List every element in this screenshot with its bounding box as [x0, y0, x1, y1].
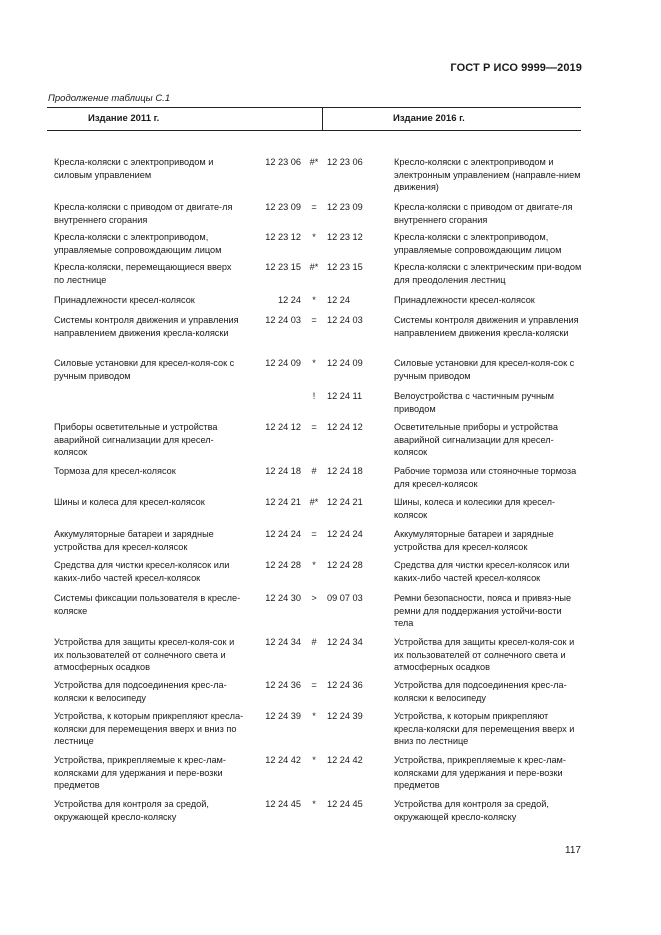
code-2016: 12 24 39: [327, 711, 363, 721]
code-2016: 12 24 21: [327, 497, 363, 507]
change-symbol: #*: [309, 262, 319, 272]
name-2016: Осветительные приборы и устройства аварийной сигнализации для кресел-колясок: [394, 422, 558, 457]
change-symbol: *: [312, 711, 316, 721]
code-2016: 12 23 09: [327, 202, 363, 212]
code-2011: 12 24 36: [265, 680, 301, 690]
name-2011: Устройства для защиты кресел-коля-сок и их пользователей от солнечного света и атмосферных осадков: [54, 637, 235, 672]
name-2016: Кресло-коляски с электроприводом и электронным управлением (направле-нием движения): [394, 157, 581, 192]
name-2016: Принадлежности кресел-колясок: [394, 295, 535, 305]
code-2016: 12 24 12: [327, 422, 363, 432]
change-symbol: =: [311, 315, 317, 325]
code-2011: 12 24 24: [265, 529, 301, 539]
change-symbol: !: [312, 391, 316, 401]
code-2016: 12 24 45: [327, 799, 363, 809]
name-2011: Средства для чистки кресел-колясок или каких-либо частей кресел-колясок: [54, 560, 230, 583]
name-2016: Устройства для контроля за средой, окружающей кресло-коляску: [394, 799, 549, 822]
code-2011: 12 24 28: [265, 560, 301, 570]
code-2016: 12 24 42: [327, 755, 363, 765]
name-2016: Аккумуляторные батареи и зарядные устройства для кресел-колясок: [394, 529, 554, 552]
change-symbol: #: [311, 466, 317, 476]
name-2016: Устройства, к которым прикрепляют кресла-коляски для перемещения вверх и вниз по лестнице: [394, 711, 575, 746]
change-symbol: >: [311, 593, 317, 603]
code-2016: 12 24 36: [327, 680, 363, 690]
table-header: [47, 107, 581, 131]
code-2011: 12 24 18: [265, 466, 301, 476]
name-2016: Рабочие тормоза или стояночные тормоза для кресел-колясок: [394, 466, 577, 489]
code-2011: 12 23 06: [265, 157, 301, 167]
name-2011: Тормоза для кресел-колясок: [54, 466, 176, 476]
change-symbol: *: [312, 295, 316, 305]
name-2011: Устройства, прикрепляемые к крес-лам-колясками для удержания и пере-возки предметов: [54, 755, 226, 790]
name-2016: Кресла-коляски с электрическим при-водом для преодоления лестниц: [394, 262, 582, 285]
code-2016: 12 24 18: [327, 466, 363, 476]
change-symbol: *: [312, 560, 316, 570]
code-2016: 12 24 34: [327, 637, 363, 647]
code-2011: 12 24 45: [265, 799, 301, 809]
change-symbol: #*: [309, 497, 319, 507]
code-2016: 12 24 28: [327, 560, 363, 570]
code-2016: 12 23 06: [327, 157, 363, 167]
code-2016: 12 23 15: [327, 262, 363, 272]
code-2016: 09 07 03: [327, 593, 363, 603]
change-symbol: #*: [309, 157, 319, 167]
code-2011: 12 24 39: [265, 711, 301, 721]
name-2016: Устройства для подсоединения крес-ла-коляски к велосипеду: [394, 680, 567, 703]
code-2011: 12 24 34: [265, 637, 301, 647]
change-symbol: *: [312, 358, 316, 368]
name-2016: Силовые установки для кресел-коля-сок с ручным приводом: [394, 358, 575, 381]
name-2011: Кресла-коляски с приводом от двигате-ля внутреннего сгорания: [54, 202, 233, 225]
name-2016: Устройства, прикрепляемые к крес-лам-колясками для удержания и пере-возки предметов: [394, 755, 566, 790]
table-caption: Продолжение таблицы С.1: [48, 93, 171, 104]
correspondence-table: [47, 107, 582, 822]
name-2011: Устройства для контроля за средой, окружающей кресло-коляску: [54, 799, 209, 822]
name-2011: Устройства для подсоединения крес-ла-коляски к велосипеду: [54, 680, 227, 703]
name-2016: Устройства для защиты кресел-коля-сок и их пользователей от солнечного света и атмосферных осадков: [394, 637, 575, 672]
name-2011: Кресла-коляски, перемещающиеся вверх по лестнице: [54, 262, 232, 285]
change-symbol: =: [311, 529, 317, 539]
code-2011: 12 24 42: [265, 755, 301, 765]
name-2011: Системы контроля движения и управления направлением движения кресла-коляски: [54, 315, 239, 338]
name-2016: Средства для чистки кресел-колясок или каких-либо частей кресел-колясок: [394, 560, 570, 583]
code-2011: 12 24 21: [265, 497, 301, 507]
change-symbol: *: [312, 799, 316, 809]
code-2016: 12 24 11: [327, 391, 363, 401]
name-2011: Силовые установки для кресел-коля-сок с ручным приводом: [54, 358, 235, 381]
code-2011: 12 23 12: [265, 232, 301, 242]
code-2011: 12 24 09: [265, 358, 301, 368]
header-edition-2011: Издание 2011 г.: [88, 113, 160, 124]
name-2011: Приборы осветительные и устройства аварийной сигнализации для кресел-колясок: [54, 422, 218, 457]
change-symbol: *: [312, 755, 316, 765]
code-2016: 12 24 09: [327, 358, 363, 368]
code-2011: 12 24 12: [265, 422, 301, 432]
name-2016: Кресла-коляски с электроприводом, управляемые сопровождающим лицом: [394, 232, 562, 255]
page-number: 117: [565, 845, 581, 856]
name-2011: Шины и колеса для кресел-колясок: [54, 497, 205, 507]
change-symbol: =: [311, 422, 317, 432]
name-2011: Аккумуляторные батареи и зарядные устройства для кресел-колясок: [54, 529, 214, 552]
code-2011: 12 24 03: [265, 315, 301, 325]
change-symbol: =: [311, 680, 317, 690]
name-2016: Ремни безопасности, пояса и привяз-ные ремни для поддержания устойчи-вости тела: [394, 593, 572, 628]
code-2011: 12 24: [278, 295, 301, 305]
code-2016: 12 24 03: [327, 315, 363, 325]
name-2011: Системы фиксации пользователя в кресле-коляске: [54, 593, 241, 616]
code-2016: 12 24 24: [327, 529, 363, 539]
standard-number: ГОСТ Р ИСО 9999—2019: [450, 62, 582, 74]
name-2016: Велоустройства с частичным ручным приводом: [394, 391, 554, 414]
code-2011: 12 24 30: [265, 593, 301, 603]
code-2011: 12 23 15: [265, 262, 301, 272]
change-symbol: =: [311, 202, 317, 212]
name-2011: Кресла-коляски с электроприводом, управляемые сопровождающим лицом: [54, 232, 222, 255]
name-2016: Системы контроля движения и управления направлением движения кресла-коляски: [394, 315, 579, 338]
name-2016: Шины, колеса и колесики для кресел-колясок: [394, 497, 556, 520]
code-2016: 12 23 12: [327, 232, 363, 242]
name-2016: Кресла-коляски с приводом от двигате-ля внутреннего сгорания: [394, 202, 573, 225]
change-symbol: *: [312, 232, 316, 242]
name-2011: Принадлежности кресел-колясок: [54, 295, 195, 305]
header-edition-2016: Издание 2016 г.: [393, 113, 465, 124]
name-2011: Кресла-коляски с электроприводом и силовым управлением: [54, 157, 214, 180]
name-2011: Устройства, к которым прикрепляют кресла-коляски для перемещения вверх и вниз по лестнице: [54, 711, 244, 746]
change-symbol: #: [311, 637, 317, 647]
code-2016: 12 24: [327, 295, 350, 305]
code-2011: 12 23 09: [265, 202, 301, 212]
